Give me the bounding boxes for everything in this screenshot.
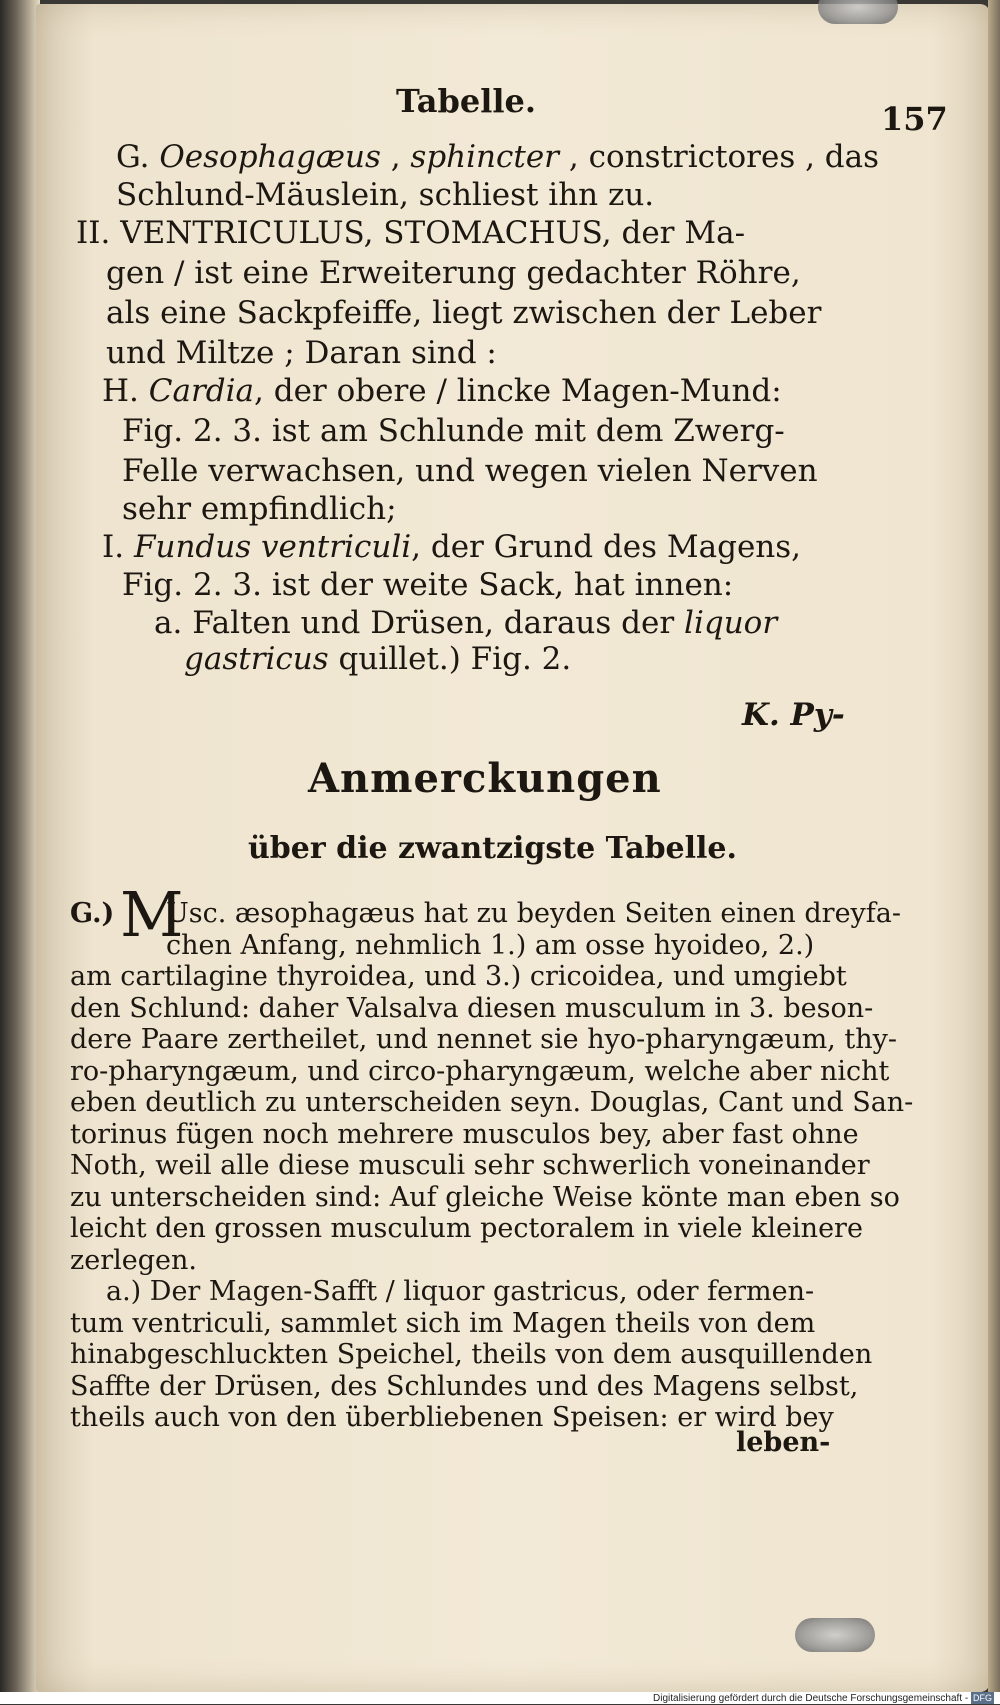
table-line [122, 412, 785, 450]
book-binding [0, 0, 40, 1704]
table-line-part: Cardia [148, 373, 255, 409]
table-line-part: als eine Sackpfeiffe, liegt zwischen der Leber [106, 295, 822, 331]
table-line-part: H. [102, 373, 149, 409]
table-line [122, 452, 818, 490]
note-line: zerlegen. [70, 1244, 197, 1276]
table-line [106, 334, 497, 372]
catchword-top: K. Py- [742, 697, 845, 733]
note-marker: G.) [70, 898, 115, 929]
catchword-bottom: leben- [736, 1427, 831, 1458]
table-line [122, 566, 733, 604]
table-line-part: Fundus ventriculi [133, 529, 412, 565]
note-line: chen Anfang, nehmlich 1.) am osse hyoideo, 2.) [166, 929, 815, 961]
table-line-part: sehr empfindlich; [122, 491, 397, 527]
table-line [106, 294, 821, 332]
table-line-part: sphincter [410, 139, 560, 175]
note-line: am cartilagine thyroidea, und 3.) cricoidea, und umgiebt [70, 961, 847, 992]
section-subheading: über die zwantzigste Tabelle. [248, 831, 737, 866]
note-line: theils auch von den überbliebenen Speisen: er wird bey [70, 1402, 834, 1433]
table-line-part: I. [102, 529, 134, 565]
page-number: 157 [881, 100, 948, 138]
table-line [122, 490, 397, 528]
table-line-part: , constrictores , das [559, 139, 880, 175]
table-line [76, 214, 745, 252]
table-line-part: Felle verwachsen, und wegen vielen Nerven [122, 453, 818, 489]
table-line-part: Fig. 2. 3. ist der weite Sack, hat innen: [122, 567, 734, 603]
note-line: ro-pharyngæum, und circo-pharyngæum, welche aber nicht [70, 1055, 890, 1087]
table-line-part: Schlund-Mäuslein, schliest ihn zu. [116, 177, 655, 213]
note-line: zu unterscheiden sind: Auf gleiche Weise könte man eben so [70, 1181, 900, 1213]
table-line [116, 138, 879, 176]
note-line: Saffte der Drüsen, des Schlundes und des Magens selbst, [70, 1370, 859, 1402]
table-line-part: gastricus [184, 641, 329, 677]
note-line: tum ventriculi, sammlet sich im Magen theils von dem [70, 1307, 816, 1339]
table-line-part: gen / ist eine Erweiterung gedachter Röhre, [106, 255, 801, 291]
book-page [36, 4, 990, 1692]
page-content [36, 4, 990, 1692]
dfg-logo: DFG [973, 1693, 992, 1703]
note-line: leicht den grossen musculum pectoralem in viele kleinere [70, 1213, 863, 1244]
table-line-part: , der obere / lincke Magen-Mund: [254, 373, 782, 409]
table-line-part: Oesophagæus [159, 139, 381, 175]
table-line [102, 372, 782, 410]
table-line [154, 604, 777, 642]
page-clip-top [818, 0, 898, 24]
table-line [106, 254, 801, 292]
table-line [102, 528, 801, 566]
table-line-part: quillet.) Fig. 2. [328, 641, 572, 677]
section-heading: Anmerckungen [308, 755, 662, 802]
note-line: torinus fügen noch mehrere musculos bey, aber fast ohne [70, 1118, 859, 1150]
note-line: den Schlund: daher Valsalva diesen musculum in 3. beson- [70, 992, 874, 1024]
table-line-part: , [380, 139, 411, 175]
note-line: a.) Der Magen-Safft / liquor gastricus, oder fermen- [106, 1276, 815, 1307]
table-line-part: und Miltze ; Daran sind : [106, 335, 497, 371]
table-line [116, 176, 654, 214]
table-line-part: , der Grund des Magens, [411, 529, 802, 565]
note-line: Noth, weil alle diese musculi sehr schwerlich voneinander [70, 1150, 870, 1181]
note-line: hinabgeschluckten Speichel, theils von dem ausquillenden [70, 1339, 873, 1370]
footer-text: Digitalisierung gefördert durch die Deutsche Forschungsgemeinschaft - [653, 1693, 969, 1704]
note-line: eben deutlich zu unterscheiden seyn. Douglas, Cant und San- [70, 1087, 914, 1118]
table-line-part: a. Falten und Drüsen, daraus der [154, 605, 685, 641]
note-line: Usc. æsophagæus hat zu beyden Seiten einen dreyfa- [166, 898, 902, 929]
digitization-footer [0, 1692, 1000, 1704]
table-line-part: II. VENTRICULUS, STOMACHUS, der Ma- [76, 215, 746, 251]
table-line-part: Fig. 2. 3. ist am Schlunde mit dem Zwerg- [122, 413, 785, 449]
table-line-part: G. [116, 139, 160, 175]
table-line-part: liquor [684, 605, 778, 641]
drop-capital: M [120, 878, 184, 951]
note-line: dere Paare zertheilet, und nennet sie hyo-pharyngæum, thy- [70, 1024, 897, 1055]
page-header-title: Tabelle. [396, 82, 537, 120]
table-line [184, 640, 571, 678]
page-clip-bottom [795, 1618, 875, 1652]
page-edge [988, 0, 1000, 1704]
